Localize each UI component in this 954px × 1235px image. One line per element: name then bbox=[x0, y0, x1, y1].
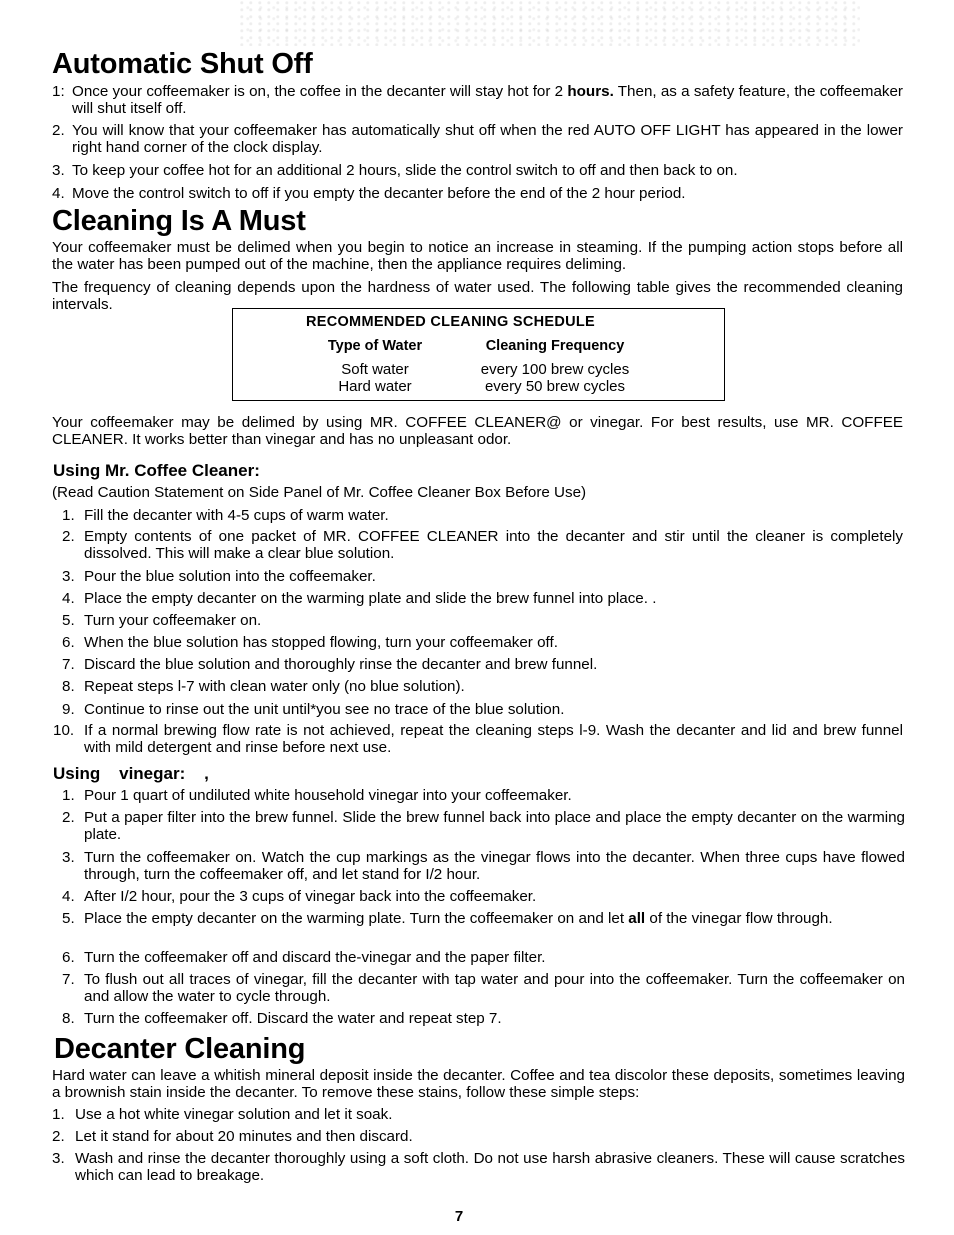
schedule-cell-water: Hard water bbox=[338, 378, 412, 395]
list-item: 4. Place the empty decanter on the warming plate and slide the brew funnel into place. . bbox=[62, 590, 657, 607]
cleaning-paragraph-2: The frequency of cleaning depends upon the hardness of water used. The following table gives the recommended cleaning intervals. bbox=[52, 279, 903, 313]
list-item: 8. Turn the coffeemaker off. Discard the water and repeat step 7. bbox=[62, 1010, 502, 1027]
list-item: 4. Move the control switch to off if you empty the decanter before the end of the 2 hour period. bbox=[52, 185, 686, 202]
list-item: 1. Fill the decanter with 4-5 cups of warm water. bbox=[62, 507, 389, 524]
subheading-vinegar: Using vinegar: , bbox=[53, 764, 209, 783]
list-item: 3. Pour the blue solution into the coffeemaker. bbox=[62, 568, 376, 585]
schedule-cell-water: Soft water bbox=[341, 361, 409, 378]
list-item: 2. Let it stand for about 20 minutes and then discard. bbox=[52, 1128, 413, 1145]
list-item: 2. Put a paper filter into the brew funnel. Slide the brew funnel back into place and place the empty decanter on the warming plate. bbox=[62, 809, 905, 843]
list-item: 3. Turn the coffeemaker on. Watch the cup markings as the vinegar flows into the decanter. When three cups have flowed through, turn the coffeemaker off, and let stand for I/2 hour. bbox=[62, 849, 905, 883]
schedule-header-frequency: Cleaning Frequency bbox=[485, 338, 625, 354]
caution-note: (Read Caution Statement on Side Panel of Mr. Coffee Cleaner Box Before Use) bbox=[52, 484, 587, 501]
list-item: 7. To flush out all traces of vinegar, fill the decanter with tap water and pour into the coffeemaker. Turn the coffeemaker on and allow the water to cycle through. bbox=[62, 971, 905, 1005]
subheading-mr-coffee: Using Mr. Coffee Cleaner: bbox=[53, 461, 260, 480]
page-number: 7 bbox=[454, 1208, 464, 1225]
list-item: 1. Use a hot white vinegar solution and let it soak. bbox=[52, 1106, 393, 1123]
schedule-header-water: Type of Water bbox=[327, 338, 423, 354]
list-item: 6. When the blue solution has stopped flowing, turn your coffeemaker off. bbox=[62, 634, 558, 651]
list-item: 8. Repeat steps l-7 with clean water only (no blue solution). bbox=[62, 678, 465, 695]
list-item: 5. Turn your coffeemaker on. bbox=[62, 612, 262, 629]
schedule-cell-frequency: every 100 brew cycles bbox=[480, 361, 630, 378]
decanter-paragraph: Hard water can leave a whitish mineral deposit inside the decanter. Coffee and tea discolor these deposits, sometimes leaving a brownish stain inside the decanter. To remove these stains, follow these simple steps: bbox=[52, 1067, 905, 1101]
cleaning-paragraph-3: Your coffeemaker may be delimed by using MR. COFFEE CLEANER@ or vinegar. For best results, use MR. COFFEE CLEANER. It works better than vinegar and has no unpleasant odor. bbox=[52, 414, 903, 448]
scan-noise bbox=[240, 0, 860, 46]
list-item: 2. You will know that your coffeemaker has automatically shut off when the red AUTO OFF LIGHT has appeared in the lower right hand corner of the clock display. bbox=[52, 122, 903, 156]
list-item: 1: Once your coffeemaker is on, the coffee in the decanter will stay hot for 2 hours. Then, as a safety feature, the coffeemaker will shut itself off. bbox=[52, 83, 903, 117]
schedule-cell-frequency: every 50 brew cycles bbox=[484, 378, 626, 395]
list-item: 7. Discard the blue solution and thoroughly rinse the decanter and brew funnel. bbox=[62, 656, 598, 673]
list-item: 2. Empty contents of one packet of MR. COFFEE CLEANER into the decanter and stir until the cleaner is completely dissolved. This will make a clear blue solution. bbox=[62, 528, 903, 562]
list-item: 10. If a normal brewing flow rate is not achieved, repeat the cleaning steps l-9. Wash the decanter and lid and brew funnel with mild detergent and rinse before next use. bbox=[53, 722, 903, 756]
schedule-title: RECOMMENDED CLEANING SCHEDULE bbox=[305, 314, 596, 330]
list-item: 4. After I/2 hour, pour the 3 cups of vinegar back into the coffeemaker. bbox=[62, 888, 537, 905]
list-item: 5. Place the empty decanter on the warming plate. Turn the coffeemaker on and let all of the vinegar flow through. bbox=[62, 910, 833, 927]
list-item: 9. Continue to rinse out the unit until*you see no trace of the blue solution. bbox=[62, 701, 565, 718]
list-item: 3. Wash and rinse the decanter thoroughly using a soft cloth. Do not use harsh abrasive cleaners. These will cause scratches which can lead to breakage. bbox=[52, 1150, 905, 1184]
section-title-auto-shutoff: Automatic Shut Off bbox=[52, 48, 313, 80]
list-item: 6. Turn the coffeemaker off and discard the-vinegar and the paper filter. bbox=[62, 949, 546, 966]
list-item: 3. To keep your coffee hot for an additional 2 hours, slide the control switch to off and then back to on. bbox=[52, 162, 738, 179]
list-item: 1. Pour 1 quart of undiluted white household vinegar into your coffeemaker. bbox=[62, 787, 572, 804]
section-title-decanter: Decanter Cleaning bbox=[54, 1033, 306, 1065]
cleaning-schedule-table bbox=[232, 308, 725, 401]
cleaning-paragraph-1: Your coffeemaker must be delimed when you begin to notice an increase in steaming. If the pumping action stops before all the water has been pumped out of the machine, then the appliance requires deliming. bbox=[52, 239, 903, 273]
section-title-cleaning: Cleaning Is A Must bbox=[52, 205, 306, 237]
